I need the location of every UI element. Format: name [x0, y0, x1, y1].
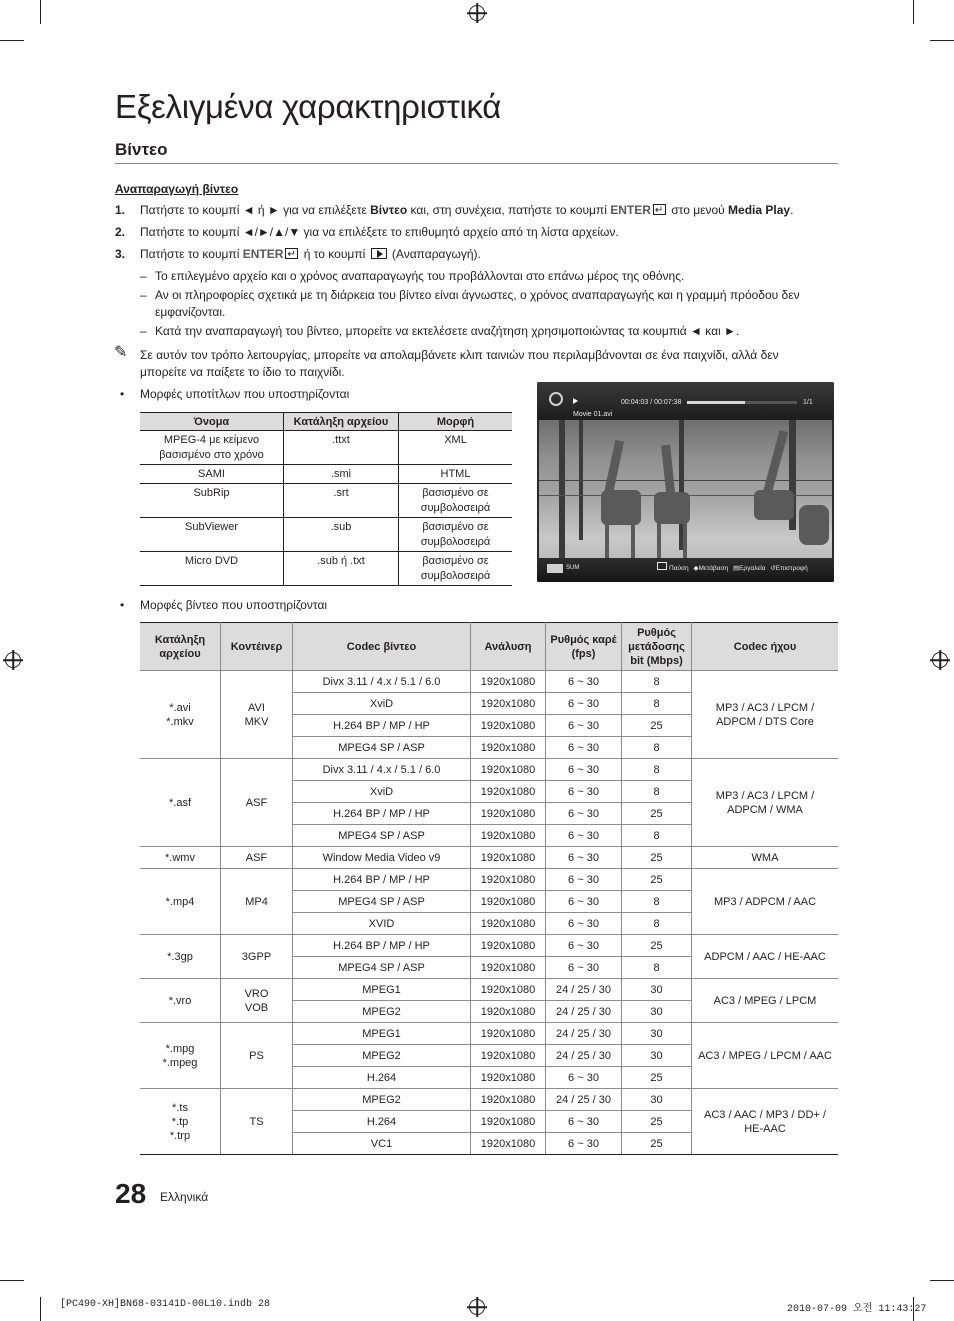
player-time: 00:04:03 / 00:07:38 [621, 399, 682, 406]
table-cell: 1920x1080 [471, 693, 546, 715]
table-cell: 1920x1080 [471, 1133, 546, 1155]
step-text: (Αναπαραγωγή). [388, 247, 481, 261]
table-cell: 25 [622, 847, 692, 869]
enter-icon [285, 248, 298, 259]
progress-fill [687, 401, 745, 404]
subheading: Αναπαραγωγή βίντεο [115, 182, 239, 196]
table-cell: 6 ~ 30 [546, 671, 622, 693]
table-cell: 8 [622, 825, 692, 847]
table-cell: 8 [622, 957, 692, 979]
table-header: Ρυθμός μετάδοσης bit (Mbps) [622, 623, 692, 671]
player-counter: 1/1 [803, 399, 813, 406]
table-cell: 1920x1080 [471, 957, 546, 979]
registration-mark-icon [5, 652, 21, 668]
table-row [140, 869, 838, 891]
page-title: Εξελιγμένα χαρακτηριστικά [115, 88, 502, 125]
table-row [140, 552, 512, 586]
table-cell: 8 [622, 693, 692, 715]
crop-mark [930, 1280, 954, 1281]
table-cell: 1920x1080 [471, 935, 546, 957]
subtitle-format-table [140, 412, 512, 586]
step-number: 1. [115, 203, 126, 217]
table-row [140, 759, 838, 781]
table-cell: .srt [284, 484, 399, 518]
dash-item: – Το επιλεγμένο αρχείο και ο χρόνος αναπαραγωγής του προβάλλονται στο επάνω μέρος της οθόνης. [140, 269, 685, 283]
table-cell: 30 [622, 1001, 692, 1023]
table-cell: βασισμένο σε συμβολοσειρά [399, 552, 513, 586]
table-cell: XviD [293, 781, 471, 803]
table-row [140, 465, 512, 484]
play-icon [573, 398, 578, 404]
table-cell: *.3gp [140, 935, 221, 979]
table-cell: MP3 / AC3 / LPCM / ADPCM / DTS Core [692, 671, 839, 759]
table-cell: HTML [399, 465, 513, 484]
arrows-icon: ◆ [693, 565, 699, 572]
table-cell: H.264 [293, 1111, 471, 1133]
table-row [140, 935, 838, 957]
note-icon: ✎ [114, 344, 128, 361]
table-row [140, 518, 512, 552]
bullet-video: Μορφές βίντεο που υποστηρίζονται [140, 598, 328, 612]
table-cell: .sub [284, 518, 399, 552]
table-cell: 6 ~ 30 [546, 1111, 622, 1133]
table-cell: *.mpg *.mpeg [140, 1023, 221, 1089]
control-label: Μετάβαση [698, 565, 729, 572]
table-cell: .sub ή .txt [284, 552, 399, 586]
tools-icon: ▤ [732, 565, 740, 572]
crop-mark [913, 0, 914, 24]
step-text: και, στη συνέχεια, πατήστε το κουμπί [407, 203, 611, 217]
table-cell: 24 / 25 / 30 [546, 1001, 622, 1023]
table-row [140, 484, 512, 518]
enter-key-label: ENTER [242, 247, 284, 261]
table-cell: H.264 BP / MP / HP [293, 869, 471, 891]
table-header: Κατάληξη αρχείου [284, 413, 399, 431]
bullet-subtitles: Μορφές υποτίτλων που υποστηρίζονται [140, 387, 350, 401]
table-cell: 6 ~ 30 [546, 913, 622, 935]
table-cell: 6 ~ 30 [546, 957, 622, 979]
table-cell: 25 [622, 1133, 692, 1155]
step-text: στο μενού [667, 203, 729, 217]
table-cell: 1920x1080 [471, 913, 546, 935]
table-cell: 1920x1080 [471, 847, 546, 869]
table-cell: 6 ~ 30 [546, 1133, 622, 1155]
table-header: Codec ήχου [692, 623, 839, 671]
step-text: Πατήστε το κουμπί ◄/►/▲/▼ για να επιλέξετε το επιθυμητό αρχείο από τη λίστα αρχείων. [140, 225, 619, 239]
table-cell: 1920x1080 [471, 671, 546, 693]
table-cell: 6 ~ 30 [546, 737, 622, 759]
table-cell: 6 ~ 30 [546, 825, 622, 847]
table-header: Κοντέινερ [221, 623, 293, 671]
table-cell: 6 ~ 30 [546, 759, 622, 781]
table-cell: AC3 / AAC / MP3 / DD+ / HE-AAC [692, 1089, 839, 1155]
table-cell: MPEG2 [293, 1001, 471, 1023]
table-cell: MPEG-4 με κείμενο βασισμένο στο χρόνο [140, 431, 284, 465]
table-cell: .ttxt [284, 431, 399, 465]
play-icon [371, 248, 387, 259]
table-cell: SubViewer [140, 518, 284, 552]
table-cell: *.asf [140, 759, 221, 847]
control-label: Εργαλεία [739, 565, 766, 572]
table-header: Μορφή [399, 413, 513, 431]
table-cell: XviD [293, 693, 471, 715]
table-cell: *.avi *.mkv [140, 671, 221, 759]
bullet-icon: • [120, 598, 125, 612]
table-cell: TS [221, 1089, 293, 1155]
table-cell: 25 [622, 715, 692, 737]
table-cell: 30 [622, 1023, 692, 1045]
table-cell: 24 / 25 / 30 [546, 979, 622, 1001]
table-cell: WMA [692, 847, 839, 869]
crop-mark [40, 0, 41, 24]
table-cell: 1920x1080 [471, 1045, 546, 1067]
table-cell: 6 ~ 30 [546, 1067, 622, 1089]
usb-device-icon [547, 564, 563, 573]
table-row [140, 671, 838, 693]
crop-mark [40, 1297, 41, 1321]
table-cell: H.264 BP / MP / HP [293, 803, 471, 825]
table-cell: H.264 BP / MP / HP [293, 715, 471, 737]
table-cell: MP4 [221, 869, 293, 935]
table-cell: MPEG4 SP / ASP [293, 825, 471, 847]
table-header: Κατάληξη αρχείου [140, 623, 221, 671]
table-header: Ρυθμός καρέ (fps) [546, 623, 622, 671]
video-frame [539, 420, 832, 568]
player-filename: Movie 01.avi [573, 411, 613, 418]
dash-item: – Κατά την αναπαραγωγή του βίντεο, μπορείτε να εκτελέσετε αναζήτηση χρησιμοποιώντας τα κουμπιά ◄ και ►. [140, 324, 740, 338]
table-cell: 30 [622, 979, 692, 1001]
table-header: Όνομα [140, 413, 284, 431]
video-label: Βίντεο [370, 203, 408, 217]
table-cell: 8 [622, 671, 692, 693]
crop-mark [0, 40, 24, 41]
table-cell: MPEG4 SP / ASP [293, 957, 471, 979]
table-cell: MPEG2 [293, 1089, 471, 1111]
language-label: Ελληνικά [160, 1190, 209, 1204]
footer-timestamp: 2010-07-09 오전 11:43:27 [787, 1304, 927, 1315]
table-cell: 6 ~ 30 [546, 891, 622, 913]
crop-mark [930, 40, 954, 41]
enter-key-label: ENTER [610, 203, 651, 217]
table-cell: 1920x1080 [471, 825, 546, 847]
step-text: Πατήστε το κουμπί ◄ ή ► για να επιλέξετε [140, 203, 371, 217]
table-cell: 1920x1080 [471, 1067, 546, 1089]
table-cell: 1920x1080 [471, 803, 546, 825]
table-cell: VC1 [293, 1133, 471, 1155]
table-cell: 1920x1080 [471, 781, 546, 803]
video-format-table [140, 622, 838, 1155]
table-cell: 24 / 25 / 30 [546, 1089, 622, 1111]
table-cell: 6 ~ 30 [546, 781, 622, 803]
table-cell: MPEG4 SP / ASP [293, 891, 471, 913]
table-row [140, 847, 838, 869]
table-cell: .smi [284, 465, 399, 484]
table-cell: Divx 3.11 / 4.x / 5.1 / 6.0 [293, 759, 471, 781]
table-cell: *.mp4 [140, 869, 221, 935]
bullet-icon: • [120, 387, 125, 401]
table-cell: *.vro [140, 979, 221, 1023]
table-cell: H.264 BP / MP / HP [293, 935, 471, 957]
table-cell: 1920x1080 [471, 869, 546, 891]
player-controls [657, 562, 808, 572]
table-cell: 30 [622, 1089, 692, 1111]
table-cell: 6 ~ 30 [546, 693, 622, 715]
table-cell: MPEG4 SP / ASP [293, 737, 471, 759]
step-text: ή το κουμπί [300, 247, 369, 261]
table-cell: 6 ~ 30 [546, 803, 622, 825]
table-cell: H.264 [293, 1067, 471, 1089]
table-row [140, 979, 838, 1001]
return-icon: ↺ [770, 565, 776, 572]
table-cell: 1920x1080 [471, 715, 546, 737]
registration-mark-icon [469, 5, 485, 21]
table-cell: 1920x1080 [471, 1089, 546, 1111]
table-cell: AC3 / MPEG / LPCM [692, 979, 839, 1023]
table-cell: Window Media Video v9 [293, 847, 471, 869]
table-cell: SAMI [140, 465, 284, 484]
progress-track [687, 401, 797, 404]
table-cell: 24 / 25 / 30 [546, 1023, 622, 1045]
table-cell: 1920x1080 [471, 759, 546, 781]
table-cell: MPEG2 [293, 1045, 471, 1067]
table-cell: 6 ~ 30 [546, 869, 622, 891]
table-cell: 8 [622, 759, 692, 781]
table-cell: VRO VOB [221, 979, 293, 1023]
table-cell: 8 [622, 913, 692, 935]
table-row [140, 1023, 838, 1045]
table-header: Codec βίντεο [293, 623, 471, 671]
film-reel-icon [549, 392, 563, 406]
control-label: Παύση [669, 565, 689, 572]
table-cell: ADPCM / AAC / HE-AAC [692, 935, 839, 979]
note-text: Σε αυτόν τον τρόπο λειτουργίας, μπορείτε να απολαμβάνετε κλιπ ταινιών που περιλαμβάνονται σε ένα παιχνίδι, αλλά δεν μπορείτε να παίξετε το ίδιο το παιχνίδι. [140, 348, 779, 379]
table-cell: 8 [622, 891, 692, 913]
table-cell: 1920x1080 [471, 1023, 546, 1045]
table-cell: PS [221, 1023, 293, 1089]
table-cell: 24 / 25 / 30 [546, 1045, 622, 1067]
media-play-label: Media Play [728, 203, 791, 217]
step-number: 3. [115, 247, 126, 261]
table-cell: 1920x1080 [471, 1111, 546, 1133]
registration-mark-icon [469, 1299, 485, 1315]
table-header: Ανάλυση [471, 623, 546, 671]
dash-item: – Αν οι πληροφορίες σχετικά με τη διάρκεια του βίντεο είναι άγνωστες, ο χρόνος αναπαραγωγής και η γραμμή πρόοδου δεν εμφανίζονται. [140, 288, 800, 319]
table-cell: MP3 / AC3 / LPCM / ADPCM / WMA [692, 759, 839, 847]
table-cell: 6 ~ 30 [546, 715, 622, 737]
table-row [140, 1089, 838, 1111]
table-cell: 25 [622, 935, 692, 957]
enter-icon [653, 204, 666, 215]
table-cell: 1920x1080 [471, 737, 546, 759]
table-cell: 1920x1080 [471, 979, 546, 1001]
table-cell: AC3 / MPEG / LPCM / AAC [692, 1023, 839, 1089]
table-cell: XVID [293, 913, 471, 935]
footer-file: [PC490-XH]BN68-03141D-00L10.indb 28 [60, 1299, 271, 1310]
table-cell: 6 ~ 30 [546, 847, 622, 869]
video-player-screenshot [537, 382, 834, 582]
table-cell: 30 [622, 1045, 692, 1067]
table-cell: Divx 3.11 / 4.x / 5.1 / 6.0 [293, 671, 471, 693]
table-cell: 8 [622, 781, 692, 803]
table-cell: SubRip [140, 484, 284, 518]
table-cell: *.wmv [140, 847, 221, 869]
table-cell: 8 [622, 737, 692, 759]
table-cell: 3GPP [221, 935, 293, 979]
section-divider [115, 163, 838, 164]
table-cell: 1920x1080 [471, 891, 546, 913]
table-row [140, 431, 512, 465]
table-cell: 25 [622, 1111, 692, 1133]
table-cell: ASF [221, 759, 293, 847]
table-cell: ASF [221, 847, 293, 869]
table-cell: 1920x1080 [471, 1001, 546, 1023]
control-label: Επιστροφή [775, 565, 808, 572]
table-cell: 6 ~ 30 [546, 935, 622, 957]
crop-mark [0, 1280, 24, 1281]
table-cell: AVI MKV [221, 671, 293, 759]
table-cell: βασισμένο σε συμβολοσειρά [399, 518, 513, 552]
table-cell: βασισμένο σε συμβολοσειρά [399, 484, 513, 518]
table-cell: MPEG1 [293, 979, 471, 1001]
table-cell: MP3 / ADPCM / AAC [692, 869, 839, 935]
device-label: SUM [566, 565, 580, 571]
table-cell: *.ts *.tp *.trp [140, 1089, 221, 1155]
enter-icon [657, 562, 667, 570]
step-number: 2. [115, 225, 126, 239]
table-cell: XML [399, 431, 513, 465]
step-text: Πατήστε το κουμπί [140, 247, 243, 261]
step-text: . [790, 203, 794, 217]
table-cell: 25 [622, 869, 692, 891]
table-cell: Micro DVD [140, 552, 284, 586]
section-heading: Βίντεο [115, 140, 168, 159]
table-cell: 25 [622, 1067, 692, 1089]
table-cell: 25 [622, 803, 692, 825]
table-cell: MPEG1 [293, 1023, 471, 1045]
registration-mark-icon [932, 652, 948, 668]
page-number: 28 [115, 1178, 147, 1209]
